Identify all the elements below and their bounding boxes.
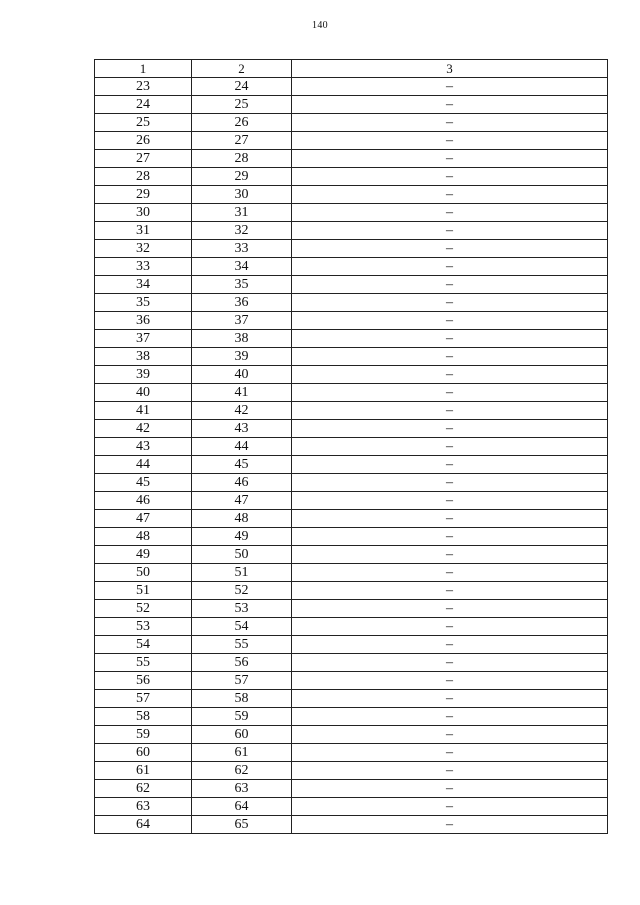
table-row	[95, 510, 608, 528]
table-row	[95, 726, 608, 744]
table-row	[95, 312, 608, 330]
table-cell-col-3: –	[292, 330, 608, 348]
table-cell-col-3: –	[292, 384, 608, 402]
table-cell-col-3: –	[292, 366, 608, 384]
table-row	[95, 240, 608, 258]
table-cell-col-1: 43	[95, 438, 192, 456]
table-cell-col-2: 47	[192, 492, 292, 510]
table-cell-col-2: 32	[192, 222, 292, 240]
table-cell-col-3: –	[292, 186, 608, 204]
table-cell-col-1: 46	[95, 492, 192, 510]
table-row	[95, 564, 608, 582]
table-cell-col-1: 49	[95, 546, 192, 564]
table-cell-col-3: –	[292, 780, 608, 798]
table-row	[95, 204, 608, 222]
table-cell-col-2: 53	[192, 600, 292, 618]
table-row	[95, 456, 608, 474]
table-cell-col-2: 28	[192, 150, 292, 168]
table-cell-col-3: –	[292, 168, 608, 186]
table-cell-col-3: –	[292, 222, 608, 240]
table-cell-col-3: –	[292, 240, 608, 258]
table-row	[95, 402, 608, 420]
table-row	[95, 132, 608, 150]
table-cell-col-2: 39	[192, 348, 292, 366]
table-cell-col-1: 33	[95, 258, 192, 276]
table-cell-col-1: 53	[95, 618, 192, 636]
table-cell-col-2: 59	[192, 708, 292, 726]
table-row	[95, 474, 608, 492]
table-cell-col-1: 40	[95, 384, 192, 402]
table-row	[95, 690, 608, 708]
table-cell-col-2: 41	[192, 384, 292, 402]
table-row	[95, 600, 608, 618]
table-row	[95, 168, 608, 186]
table-row	[95, 744, 608, 762]
table-cell-col-2: 65	[192, 816, 292, 834]
table-cell-col-1: 25	[95, 114, 192, 132]
table-cell-col-3: –	[292, 204, 608, 222]
table-row	[95, 672, 608, 690]
table-cell-col-3: –	[292, 564, 608, 582]
table-cell-col-1: 32	[95, 240, 192, 258]
table-cell-col-1: 56	[95, 672, 192, 690]
table-cell-col-3: –	[292, 618, 608, 636]
table-cell-col-2: 46	[192, 474, 292, 492]
table-cell-col-1: 45	[95, 474, 192, 492]
table-cell-col-3: –	[292, 528, 608, 546]
table-cell-col-1: 58	[95, 708, 192, 726]
table-cell-col-1: 39	[95, 366, 192, 384]
table-row	[95, 78, 608, 96]
table-cell-col-2: 57	[192, 672, 292, 690]
table-cell-col-2: 48	[192, 510, 292, 528]
table-cell-col-3: –	[292, 96, 608, 114]
table-cell-col-3: –	[292, 492, 608, 510]
table-row	[95, 114, 608, 132]
table-cell-col-3: –	[292, 744, 608, 762]
table-body	[95, 60, 608, 834]
table-row	[95, 654, 608, 672]
table-cell-col-1: 42	[95, 420, 192, 438]
table-cell-col-3: –	[292, 690, 608, 708]
table-cell-col-2: 24	[192, 78, 292, 96]
table-row	[95, 528, 608, 546]
table-row	[95, 294, 608, 312]
table-cell-col-3: –	[292, 474, 608, 492]
table-cell-col-2: 33	[192, 240, 292, 258]
table-cell-col-1: 62	[95, 780, 192, 798]
table-cell-col-3: –	[292, 726, 608, 744]
data-table	[94, 59, 608, 834]
table-cell-col-3: –	[292, 258, 608, 276]
table-cell-col-2: 36	[192, 294, 292, 312]
table-cell-col-3: –	[292, 114, 608, 132]
table-cell-col-2: 29	[192, 168, 292, 186]
table-cell-col-2: 64	[192, 798, 292, 816]
table-cell-col-3: –	[292, 582, 608, 600]
table-row	[95, 780, 608, 798]
table-cell-col-1: 52	[95, 600, 192, 618]
table-cell-col-2: 62	[192, 762, 292, 780]
table-cell-col-1: 44	[95, 456, 192, 474]
table-cell-col-1: 37	[95, 330, 192, 348]
table-row	[95, 222, 608, 240]
table-cell-col-2: 27	[192, 132, 292, 150]
table-row	[95, 798, 608, 816]
table-cell-col-3: –	[292, 456, 608, 474]
table-cell-col-1: 34	[95, 276, 192, 294]
table-cell-col-1: 47	[95, 510, 192, 528]
table-row	[95, 420, 608, 438]
table-cell-col-3: –	[292, 546, 608, 564]
table-cell-col-3: –	[292, 636, 608, 654]
table-cell-col-3: –	[292, 348, 608, 366]
table-cell-col-2: 60	[192, 726, 292, 744]
table-cell-col-3: –	[292, 402, 608, 420]
table-cell-col-2: 34	[192, 258, 292, 276]
table-cell-col-1: 64	[95, 816, 192, 834]
table-row	[95, 816, 608, 834]
table-cell-col-3: –	[292, 78, 608, 96]
table-row	[95, 348, 608, 366]
table-cell-col-3: –	[292, 672, 608, 690]
table-cell-col-2: 54	[192, 618, 292, 636]
column-header-2: 2	[192, 60, 292, 78]
table-cell-col-1: 61	[95, 762, 192, 780]
table-row	[95, 384, 608, 402]
table-row	[95, 438, 608, 456]
table-cell-col-3: –	[292, 762, 608, 780]
table-cell-col-1: 27	[95, 150, 192, 168]
table-cell-col-2: 61	[192, 744, 292, 762]
table-row	[95, 258, 608, 276]
table-cell-col-2: 55	[192, 636, 292, 654]
column-header-3: 3	[292, 60, 608, 78]
table-cell-col-2: 37	[192, 312, 292, 330]
table-cell-col-3: –	[292, 132, 608, 150]
table-cell-col-1: 31	[95, 222, 192, 240]
table-cell-col-3: –	[292, 420, 608, 438]
table-cell-col-2: 51	[192, 564, 292, 582]
column-header-1: 1	[95, 60, 192, 78]
page-number: 140	[312, 20, 328, 31]
table-cell-col-2: 58	[192, 690, 292, 708]
table-cell-col-3: –	[292, 438, 608, 456]
table-cell-col-1: 55	[95, 654, 192, 672]
table-cell-col-3: –	[292, 150, 608, 168]
table-cell-col-1: 59	[95, 726, 192, 744]
table-cell-col-1: 63	[95, 798, 192, 816]
table-cell-col-2: 43	[192, 420, 292, 438]
table-cell-col-1: 26	[95, 132, 192, 150]
table-cell-col-2: 25	[192, 96, 292, 114]
table-cell-col-1: 35	[95, 294, 192, 312]
table-row	[95, 492, 608, 510]
table-header-row	[95, 60, 608, 78]
table-cell-col-1: 54	[95, 636, 192, 654]
table-row	[95, 762, 608, 780]
table-cell-col-1: 30	[95, 204, 192, 222]
table-cell-col-1: 29	[95, 186, 192, 204]
table-cell-col-2: 63	[192, 780, 292, 798]
table-cell-col-1: 48	[95, 528, 192, 546]
table-cell-col-3: –	[292, 294, 608, 312]
table-row	[95, 366, 608, 384]
table-cell-col-3: –	[292, 816, 608, 834]
table-row	[95, 96, 608, 114]
table-cell-col-3: –	[292, 600, 608, 618]
table-cell-col-1: 24	[95, 96, 192, 114]
table-cell-col-2: 44	[192, 438, 292, 456]
table-row	[95, 150, 608, 168]
table-cell-col-2: 35	[192, 276, 292, 294]
table-cell-col-2: 30	[192, 186, 292, 204]
table-cell-col-2: 26	[192, 114, 292, 132]
table-cell-col-2: 42	[192, 402, 292, 420]
table-row	[95, 330, 608, 348]
table-cell-col-1: 36	[95, 312, 192, 330]
table-cell-col-1: 57	[95, 690, 192, 708]
table-row	[95, 546, 608, 564]
table-cell-col-1: 41	[95, 402, 192, 420]
table-cell-col-1: 60	[95, 744, 192, 762]
table-cell-col-2: 40	[192, 366, 292, 384]
table-row	[95, 186, 608, 204]
table-cell-col-1: 51	[95, 582, 192, 600]
table-cell-col-1: 50	[95, 564, 192, 582]
table-row	[95, 582, 608, 600]
table-cell-col-1: 23	[95, 78, 192, 96]
table-cell-col-3: –	[292, 708, 608, 726]
table-cell-col-2: 49	[192, 528, 292, 546]
table-cell-col-3: –	[292, 654, 608, 672]
table-row	[95, 708, 608, 726]
table-cell-col-2: 38	[192, 330, 292, 348]
table-cell-col-2: 52	[192, 582, 292, 600]
table-cell-col-2: 31	[192, 204, 292, 222]
table-cell-col-3: –	[292, 798, 608, 816]
table-row	[95, 276, 608, 294]
table-cell-col-3: –	[292, 510, 608, 528]
table-cell-col-1: 28	[95, 168, 192, 186]
table-row	[95, 618, 608, 636]
table-cell-col-2: 50	[192, 546, 292, 564]
table-cell-col-2: 56	[192, 654, 292, 672]
table-cell-col-2: 45	[192, 456, 292, 474]
table-cell-col-3: –	[292, 276, 608, 294]
table-row	[95, 636, 608, 654]
table-cell-col-1: 38	[95, 348, 192, 366]
table-cell-col-3: –	[292, 312, 608, 330]
